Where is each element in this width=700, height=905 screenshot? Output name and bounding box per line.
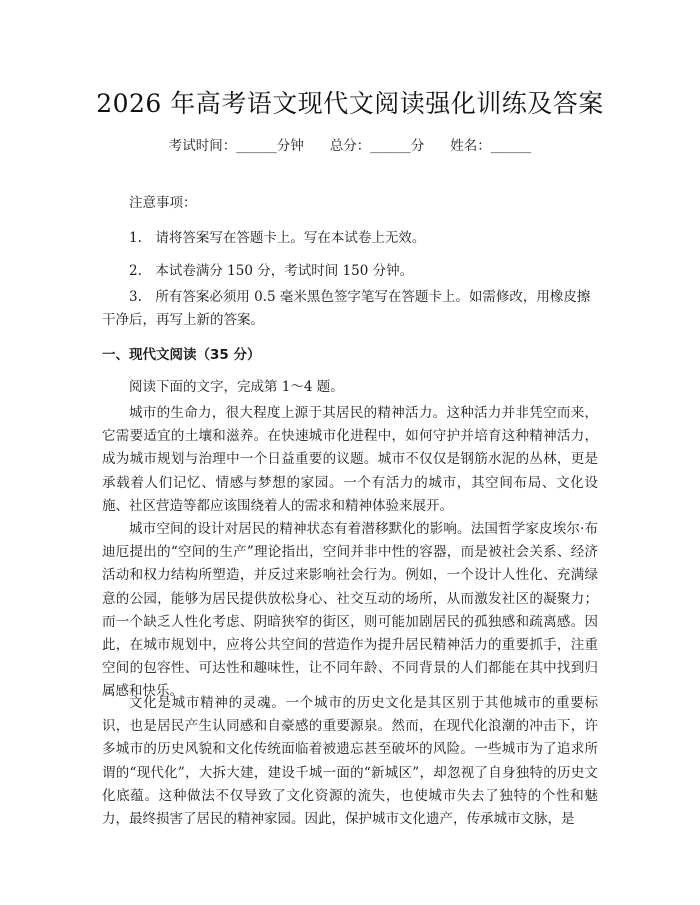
exam-time-field: 考试时间：______分钟	[168, 138, 304, 154]
section-heading: 一、现代文阅读（35 分）	[102, 347, 261, 363]
passage-paragraph-1: 城市的生命力，很大程度上源于其居民的精神活力。这种活力并非凭空而来，它需要适宜的土壤和滋养。在快速城市化进程中，如何守护并培育这种精神活力，成为城市规划与治理中一个日益重要的议题。城市不仅仅是钢筋水泥的丛林，更是承载着人们记忆、情感与梦想的家园。一个有活力的城市，其空间布局、文化设施、社区营造等都应该围绕着人的需求和精神体验来展开。	[102, 405, 598, 514]
notice-item-2: 2. 本试卷满分 150 分，考试时间 150 分钟。	[129, 263, 414, 279]
exam-info-line	[0, 134, 700, 154]
notice-heading: 注意事项：	[129, 195, 197, 211]
name-field: 姓名：______	[450, 138, 532, 154]
passage-paragraph-3: 文化是城市精神的灵魂。一个城市的历史文化是其区别于其他城市的重要标识，也是居民产生认同感和自豪感的重要源泉。然而，在现代化浪潮的冲击下，许多城市的历史风貌和文化传统面临着被遗忘甚至破坏的风险。一些城市为了追求所谓的“现代化”，大拆大建，建设千城一面的“新城区”，却忽视了自身独特的历史文化底蕴。这种做法不仅导致了文化资源的流失，也使城市失去了独特的个性和魅力，最终损害了居民的精神家园。因此，保护城市文化遗产，传承城市文脉，是	[102, 695, 598, 828]
notice-item-3: 3. 所有答案必须用 0.5 毫米黑色签字笔写在答题卡上。如需修改，用橡皮擦干净后，再写上新的答案。	[102, 289, 591, 328]
notice-item-1: 1. 请将答案写在答题卡上。写在本试卷上无效。	[129, 230, 426, 246]
reading-instruction: 阅读下面的文字，完成第 1～4 题。	[129, 379, 344, 395]
passage-paragraph-2: 城市空间的设计对居民的精神状态有着潜移默化的影响。法国哲学家皮埃尔·布迪厄提出的“空间的生产”理论指出，空间并非中性的容器，而是被社会关系、经济活动和权力结构所塑造，并反过来影响社会行为。例如，一个设计人性化、充满绿意的公园，能够为居民提供放松身心、社交互动的场所，从而激发社区的凝聚力；而一个缺乏人性化考虑、阴暗狭窄的街区，则可能加剧居民的孤独感和疏离感。因此，在城市规划中，应将公共空间的营造作为提升居民精神活力的重要抓手，注重空间的包容性、可达性和趣味性，让不同年龄、不同背景的人们都能在其中找到归属感和快乐。	[102, 521, 598, 700]
total-score-field: 总分：______分	[329, 138, 425, 154]
page-title: 2026 年高考语文现代文阅读强化训练及答案	[96, 89, 604, 118]
